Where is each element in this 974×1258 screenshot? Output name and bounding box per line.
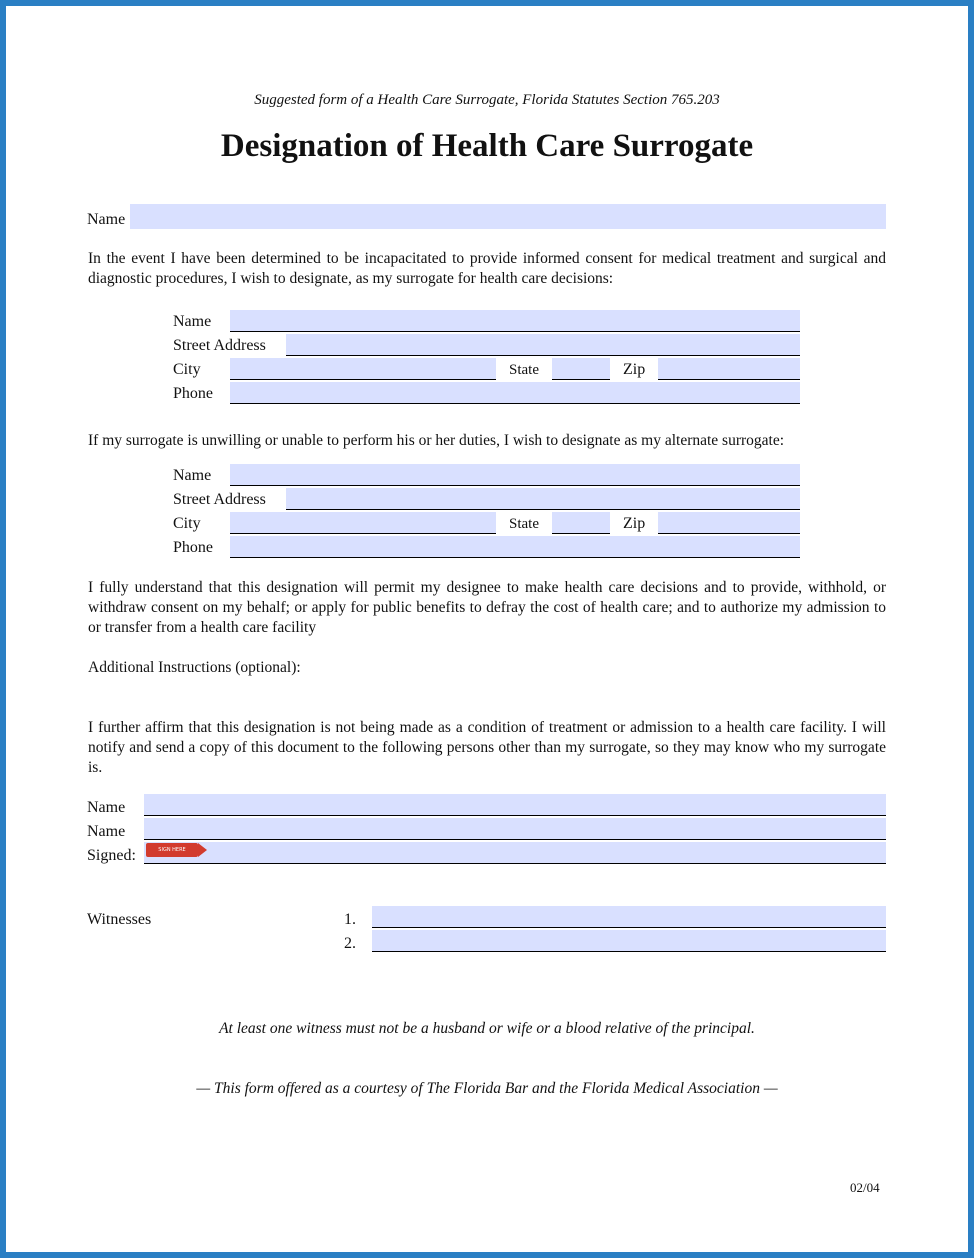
additional-instructions-label: Additional Instructions (optional): xyxy=(88,659,301,676)
witness-2-number: 2. xyxy=(344,935,356,952)
surrogate-zip-field[interactable] xyxy=(658,358,800,380)
alternate-paragraph: If my surrogate is unwilling or unable to perform his or her duties, I wish to designate as my alternate surrogate: xyxy=(88,432,785,449)
alternate-city-label: City xyxy=(173,515,201,532)
document-page xyxy=(6,6,968,1252)
alternate-street-label: Street Address xyxy=(173,491,266,508)
principal-name-label: Name xyxy=(87,211,126,228)
notify-name-1-label: Name xyxy=(87,799,126,816)
alternate-phone-field[interactable] xyxy=(230,536,800,558)
alternate-city-field[interactable] xyxy=(230,512,496,534)
surrogate-phone-label: Phone xyxy=(173,385,213,402)
notify-name-1-field[interactable] xyxy=(144,794,886,816)
signed-label: Signed: xyxy=(87,847,136,864)
alternate-zip-label: Zip xyxy=(623,515,646,532)
surrogate-street-label: Street Address xyxy=(173,337,266,354)
alternate-name-label: Name xyxy=(173,467,212,484)
form-date: 02/04 xyxy=(850,1180,880,1195)
witness-1-number: 1. xyxy=(344,911,356,928)
signature-field[interactable] xyxy=(144,842,886,864)
surrogate-zip-label: Zip xyxy=(623,361,646,378)
understand-paragraph: I fully understand that this designation will permit my designee to make health care decisions and to provide, withhold, or withdraw consent on my behalf; or apply for public benefits to defray the cost of health care; and to authorize my admission to or transfer from a health care facility xyxy=(88,579,886,636)
surrogate-state-field[interactable] xyxy=(552,358,610,380)
alternate-name-field[interactable] xyxy=(230,464,800,486)
principal-name-field[interactable] xyxy=(130,204,886,229)
notify-name-2-label: Name xyxy=(87,823,126,840)
surrogate-street-field[interactable] xyxy=(286,334,800,356)
intro-paragraph: In the event I have been determined to be incapacitated to provide informed consent for medical treatment and surgical and diagnostic procedures, I wish to designate, as my surrogate for health care decisions: xyxy=(88,250,886,287)
witness-2-field[interactable] xyxy=(372,930,886,952)
notify-name-2-field[interactable] xyxy=(144,818,886,840)
courtesy-note: — This form offered as a courtesy of The Florida Bar and the Florida Medical Association — xyxy=(196,1080,778,1097)
alternate-state-label: State xyxy=(509,516,539,532)
surrogate-name-label: Name xyxy=(173,313,212,330)
surrogate-phone-field[interactable] xyxy=(230,382,800,404)
alternate-state-field[interactable] xyxy=(552,512,610,534)
surrogate-name-field[interactable] xyxy=(230,310,800,332)
alternate-phone-label: Phone xyxy=(173,539,213,556)
surrogate-city-label: City xyxy=(173,361,201,378)
surrogate-city-field[interactable] xyxy=(230,358,496,380)
alternate-street-field[interactable] xyxy=(286,488,800,510)
sign-here-tag[interactable]: SIGN HERE xyxy=(146,843,198,857)
affirm-paragraph: I further affirm that this designation is not being made as a condition of treatment or admission to a health care facility. I will notify and send a copy of this document to the following persons other than my surrogate, so they may know who my surrogate is. xyxy=(88,719,886,776)
alternate-zip-field[interactable] xyxy=(658,512,800,534)
form-subtitle: Suggested form of a Health Care Surrogate, Florida Statutes Section 765.203 xyxy=(254,92,720,108)
form-title: Designation of Health Care Surrogate xyxy=(220,128,754,164)
witness-1-field[interactable] xyxy=(372,906,886,928)
witnesses-label: Witnesses xyxy=(87,911,152,928)
witness-note: At least one witness must not be a husband or wife or a blood relative of the principal. xyxy=(219,1020,755,1037)
surrogate-state-label: State xyxy=(509,362,539,378)
